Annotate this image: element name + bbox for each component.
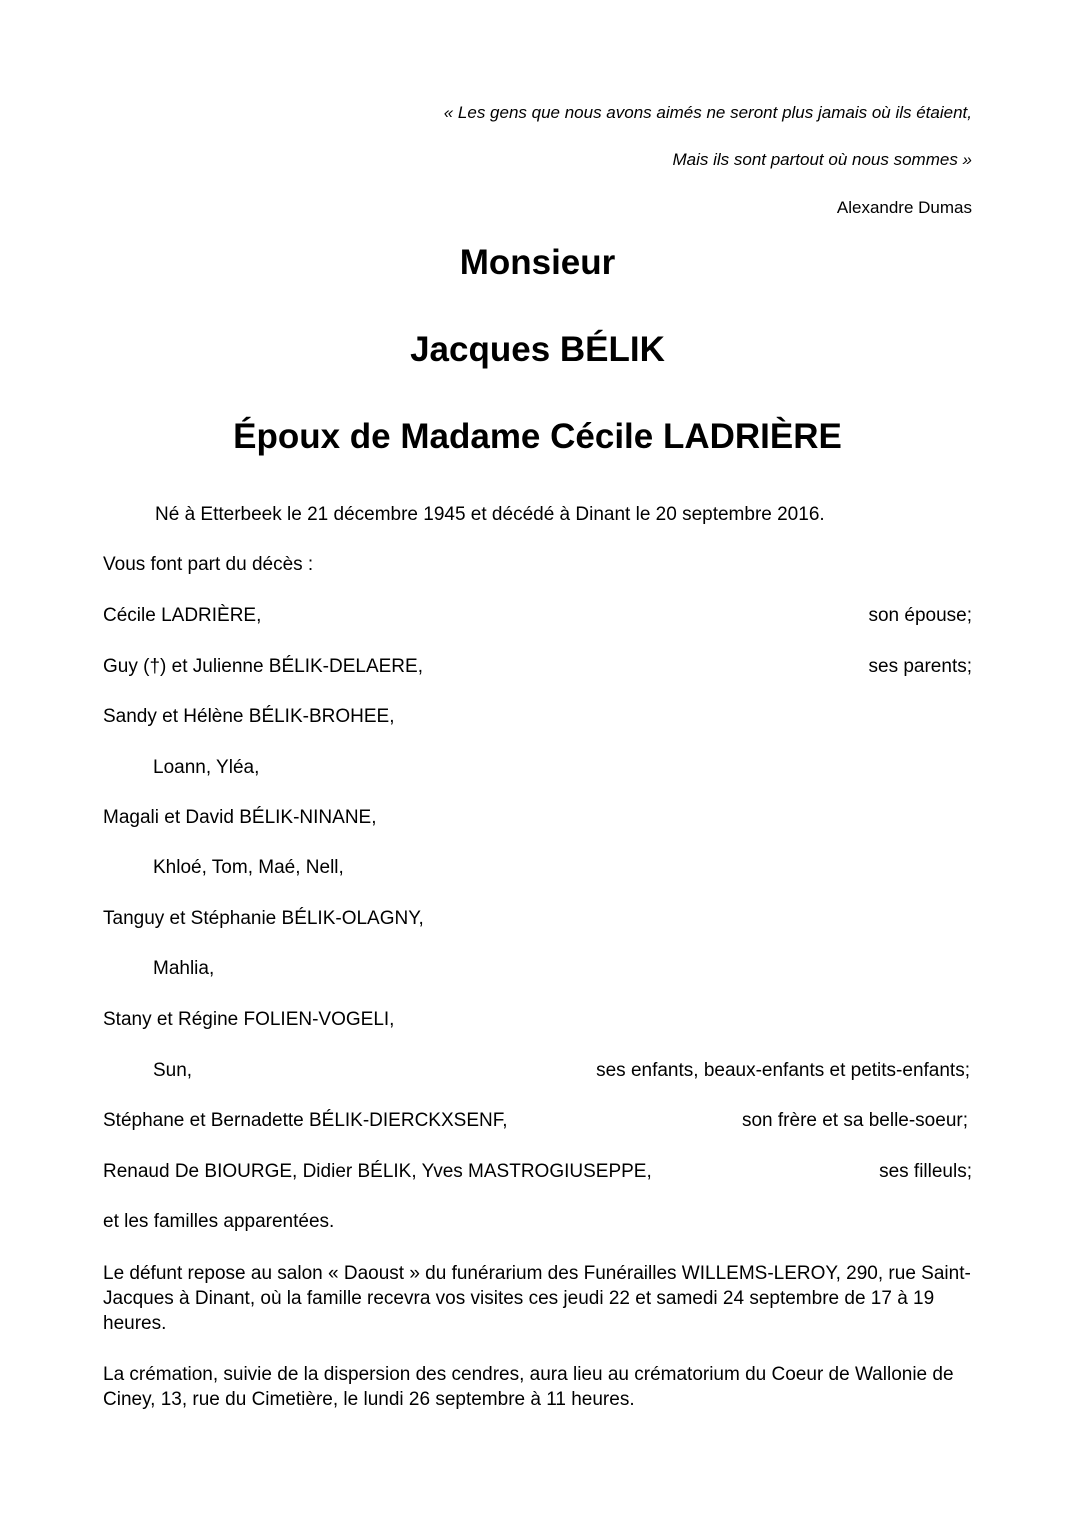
family-name-8: Stany et Régine FOLIEN-VOGELI, bbox=[103, 1009, 395, 1030]
family-name-4: Magali et David BÉLIK-NINANE, bbox=[103, 807, 377, 828]
cremation-paragraph: La crémation, suivie de la dispersion des cendres, aura lieu au crématorium du Coeur de Wallonie de Ciney, 13, rue du Cimetière, le lundi 26 septembre à 11 heures. bbox=[103, 1364, 954, 1410]
family-name-2: Sandy et Hélène BÉLIK-BROHEE, bbox=[103, 706, 395, 727]
family-name-6: Tanguy et Stéphanie BÉLIK-OLAGNY, bbox=[103, 908, 424, 929]
family-name-10: Stéphane et Bernadette BÉLIK-DIERCKXSENF, bbox=[103, 1110, 508, 1131]
epigraph-line-1: « Les gens que nous avons aimés ne seront plus jamais où ils étaient, bbox=[443, 103, 972, 122]
epigraph-author: Alexandre Dumas bbox=[836, 198, 972, 217]
family-relation-10: son frère et sa belle-soeur; bbox=[741, 1110, 968, 1131]
announcement-intro: Vous font part du décès : bbox=[103, 554, 314, 575]
family-name-11: Renaud De BIOURGE, Didier BÉLIK, Yves MASTROGIUSEPPE, bbox=[103, 1161, 652, 1182]
family-name-1: Guy (†) et Julienne BÉLIK-DELAERE, bbox=[103, 656, 423, 677]
family-relation-9: ses enfants, beaux-enfants et petits-enfants; bbox=[596, 1060, 970, 1081]
family-name-5: Khloé, Tom, Maé, Nell, bbox=[153, 857, 344, 878]
family-relation-11: ses filleuls; bbox=[879, 1161, 972, 1182]
closing-family-line: et les familles apparentées. bbox=[103, 1211, 335, 1232]
family-name-0: Cécile LADRIÈRE, bbox=[103, 605, 262, 626]
deceased-name: Jacques BÉLIK bbox=[410, 330, 665, 369]
family-relation-1: ses parents; bbox=[868, 656, 972, 677]
visitation-paragraph: Le défunt repose au salon « Daoust » du funérarium des Funérailles WILLEMS-LEROY, 290, rue Saint-Jacques à Dinant, où la famille recevra vos visites ces jeudi 22 et samedi 24 septembre de 17 à 19 heures. bbox=[103, 1263, 971, 1334]
epigraph-line-2: Mais ils sont partout où nous sommes » bbox=[672, 150, 972, 169]
family-relation-0: son épouse; bbox=[868, 605, 972, 626]
honorific-title: Monsieur bbox=[459, 243, 616, 282]
family-name-7: Mahlia, bbox=[153, 958, 215, 979]
family-name-9: Sun, bbox=[153, 1060, 193, 1081]
family-name-3: Loann, Yléa, bbox=[153, 757, 260, 778]
birth-death-line: Né à Etterbeek le 21 décembre 1945 et décédé à Dinant le 20 septembre 2016. bbox=[155, 504, 825, 525]
spouse-line: Époux de Madame Cécile LADRIÈRE bbox=[233, 417, 842, 456]
